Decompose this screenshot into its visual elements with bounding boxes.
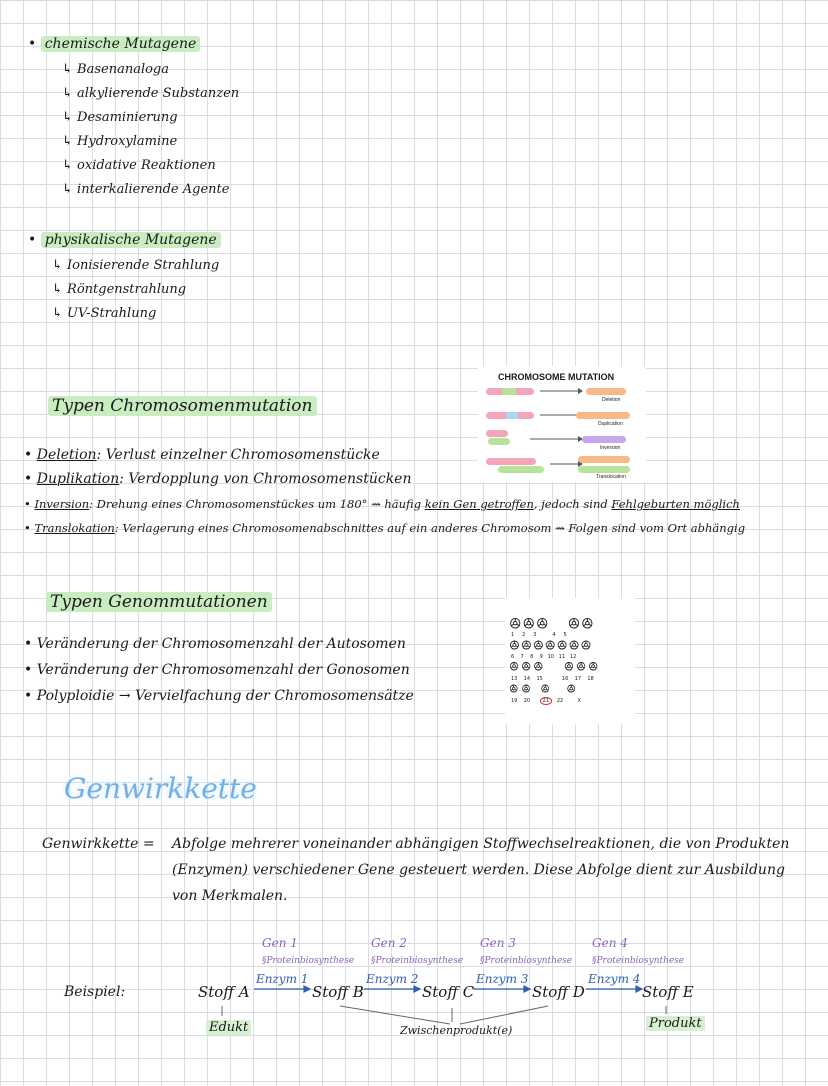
chemical-item-text: interkalierende Agente [77,182,230,197]
enzyme-2: Enzym 2 [366,972,419,986]
karyo-num-1: 1 [511,632,515,638]
duplication-term: Duplikation [36,471,120,487]
karyo-num-6: 6 [511,654,515,660]
edukt-label: Edukt [206,1020,251,1035]
karyo-num-21: 21 [540,697,552,705]
karyo-num-13: 13 [511,676,518,682]
stoff-c: Stoff C [422,983,475,1001]
genome-item-text: Polyploidie → Vervielfachung der Chromosomensätze [36,688,414,704]
chemical-item: ↳ interkalierende Agente [62,182,230,197]
karyo-num-17: 17 [574,676,582,682]
inversion-arrow: ⇝ häufig [371,497,422,511]
protein-3: §Proteinbiosynthese [480,956,573,966]
genwirkkette-def-3: von Merkmalen. [172,888,288,904]
inversion-term: Inversion [34,497,90,511]
physical-item: ↳ UV-Strahlung [52,306,157,321]
chemical-title: chemische Mutagene [41,36,201,52]
chemical-item: ↳ Basenanaloga [62,62,170,77]
translocation-arrow: ⇝ [555,521,565,535]
translocation-rest: Folgen sind vom Ort abhängig [568,521,746,535]
deletion-text: : Verlust einzelner Chromosomenstücke [96,447,380,463]
chemical-item: ↳ oxidative Reaktionen [62,158,216,173]
karyo-num-3: 3 [533,632,537,638]
chemical-item-text: Basenanaloga [77,62,170,77]
karyo-num-18: 18 [587,676,594,682]
physical-item: ↳ Ionisierende Strahlung [52,258,220,273]
karyo-num-15: 15 [536,676,543,682]
karyo-num-2: 2 [522,632,526,638]
karyo-num-11: 11 [558,654,566,660]
chemical-item-text: alkylierende Substanzen [77,86,240,101]
genome-item-text: Veränderung der Chromosomenzahl der Gonosomen [36,662,410,678]
produkt-label: Produkt [646,1016,705,1031]
genwirkkette-def-1: Abfolge mehrerer voneinander abhängigen Stoffwechselreaktionen, die von Produkten [172,836,790,852]
inversion-line: • Inversion: Drehung eines Chromosomenstückes um 180° ⇝ häufig kein Gen getroffen, jedoch sind Fehlgeburten möglich [24,497,740,511]
genome-item-text: Veränderung der Chromosomenzahl der Autosomen [36,636,406,652]
gene-3: Gen 3 [480,936,516,950]
physical-bullet: • physikalische Mutagene [28,232,221,248]
label-translocation: Translocation [596,474,626,480]
karyo-num-16: 16 [561,676,569,682]
karyo-num-x: X [577,698,581,704]
deletion-line: • Deletion: Verlust einzelner Chromosomenstücke [24,447,380,463]
duplication-text: : Verdopplung von Chromosomenstücken [119,471,412,487]
protein-3-text: Proteinbiosynthese [484,956,573,966]
karyo-row-1: ꔮꔮꔮ ꔮꔮ [509,614,595,633]
inversion-text: : Drehung eines Chromosomenstückes um 180° [89,497,368,511]
chromosome-types-heading-text: Typen Chromosomenmutation [48,396,317,416]
enzyme-4: Enzym 4 [588,972,641,986]
protein-2-text: Proteinbiosynthese [375,956,464,966]
karyo-row-2: ꔮꔮꔮꔮꔮꔮꔮ [509,638,593,654]
stoff-b: Stoff B [312,983,364,1001]
physical-item-text: Röntgenstrahlung [67,282,187,297]
physical-item: ↳ Röntgenstrahlung [52,282,187,297]
genwirkkette-heading: Genwirkkette [64,772,257,805]
karyo-num-9: 9 [539,654,543,660]
genome-types-heading-text: Typen Genommutationen [46,592,272,612]
gene-4: Gen 4 [592,936,628,950]
physical-title: physikalische Mutagene [41,232,221,248]
chemical-item: ↳ alkylierende Substanzen [62,86,240,101]
duplication-line: • Duplikation: Verdopplung von Chromosomenstücken [24,471,412,487]
figure-title: CHROMOSOME MUTATION [498,372,615,382]
physical-item-text: UV-Strahlung [67,306,157,321]
chemical-item-text: Hydroxylamine [77,134,178,149]
karyo-row-3: ꔮꔮꔮ ꔮꔮꔮ [509,660,601,675]
karyo-row-4: ꔮꔮ ꔮ ꔮ [509,682,579,696]
gene-1: Gen 1 [262,936,298,950]
karyo-num-22: 22 [556,698,564,704]
translocation-term: Translokation [34,521,115,535]
protein-1-text: Proteinbiosynthese [266,956,355,966]
chemical-item-text: oxidative Reaktionen [77,158,216,173]
chemical-item-text: Desaminierung [77,110,178,125]
chain-example-label: Beispiel: [64,984,126,1000]
genome-item: • Veränderung der Chromosomenzahl der Autosomen [24,636,406,652]
inversion-underlined-2: Fehlgeburten möglich [611,497,740,511]
genwirkkette-def-2: (Enzymen) verschiedener Gene gesteuert werden. Diese Abfolge dient zur Ausbildung [172,862,785,878]
karyo-num-4: 4 [552,632,556,638]
stoff-e: Stoff E [642,983,694,1001]
stoff-d: Stoff D [532,983,585,1001]
protein-1: §Proteinbiosynthese [262,956,355,966]
protein-2: §Proteinbiosynthese [371,956,464,966]
stoff-a: Stoff A [198,983,250,1001]
karyo-num-8: 8 [530,654,534,660]
genome-item: • Polyploidie → Vervielfachung der Chromosomensätze [24,688,414,704]
karyo-num-14: 14 [523,676,531,682]
protein-4-text: Proteinbiosynthese [596,956,685,966]
enzyme-3: Enzym 3 [476,972,529,986]
gene-2: Gen 2 [371,936,407,950]
karyo-num-10: 10 [547,654,554,660]
protein-4: §Proteinbiosynthese [592,956,685,966]
karyo-num-19: 19 [511,698,518,704]
enzyme-1: Enzym 1 [256,972,309,986]
chemical-item: ↳ Desaminierung [62,110,178,125]
genwirkkette-term: Genwirkkette = [42,836,155,852]
deletion-term: Deletion [36,447,97,463]
inversion-mid: , jedoch sind [533,497,608,511]
genome-item: • Veränderung der Chromosomenzahl der Gonosomen [24,662,410,678]
label-deletion: Deletion [602,397,621,403]
karyo-num-7: 7 [520,654,524,660]
physical-item-text: Ionisierende Strahlung [67,258,220,273]
translocation-line: • Translokation: Verlagerung eines Chromosomenabschnittes auf ein anderes Chromosom ⇝ Folgen sind vom Ort abhängig [24,521,746,535]
karyo-num-12: 12 [569,654,577,660]
label-inversion: Inversion [600,445,621,451]
zwischenprodukt-label: Zwischenprodukt(e) [400,1024,513,1037]
chemical-bullet: • chemische Mutagene [28,36,200,52]
inversion-underlined-1: kein Gen getroffen [424,497,534,511]
karyo-num-5: 5 [563,632,567,638]
translocation-text: : Verlagerung eines Chromosomenabschnittes auf ein anderes Chromosom [114,521,552,535]
karyo-num-20: 20 [523,698,531,704]
label-duplication: Duplication [598,421,623,427]
chemical-item: ↳ Hydroxylamine [62,134,178,149]
